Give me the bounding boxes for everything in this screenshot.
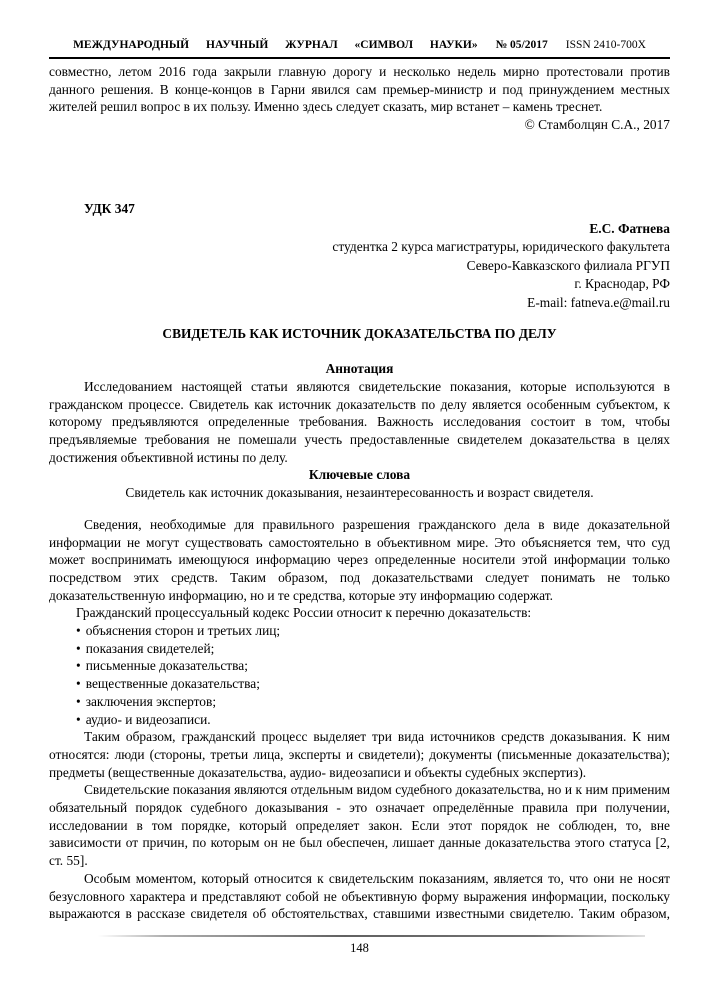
issn-label: ISSN 2410-700X	[565, 39, 646, 51]
list-item	[76, 657, 670, 675]
author-name: Е.С. Фатнева	[589, 220, 670, 236]
bullet-icon: •	[76, 711, 81, 727]
list-item-text: заключения экспертов;	[85, 693, 217, 709]
list-item-text: объяснения сторон и третьих лиц;	[85, 623, 281, 639]
journal-header	[49, 38, 670, 59]
bullet-icon: •	[76, 658, 81, 674]
list-item-text: письменные доказательства;	[85, 658, 248, 674]
udk-label: УДК 347	[84, 200, 135, 216]
copyright-line: © Стамболцян С.А., 2017	[524, 117, 670, 133]
list-item-text: показания свидетелей;	[85, 640, 215, 656]
bullet-icon: •	[76, 640, 81, 656]
author-location-line: г. Краснодар, РФ	[574, 276, 670, 292]
author-email-line: E-mail: fatneva.e@mail.ru	[527, 294, 670, 310]
bullet-icon: •	[76, 623, 81, 639]
list-item	[76, 693, 670, 711]
list-item	[76, 675, 670, 693]
list-item-text: вещественные доказательства;	[85, 676, 260, 692]
list-item	[76, 711, 670, 729]
keywords-text: Свидетель как источник доказывания, незаинтересованность и возраст свидетеля.	[125, 485, 594, 501]
article-title: СВИДЕТЕЛЬ КАК ИСТОЧНИК ДОКАЗАТЕЛЬСТВА ПО ДЕЛУ	[162, 326, 557, 342]
keywords-heading: Ключевые слова	[308, 467, 411, 483]
list-item	[76, 622, 670, 640]
annotation-heading: Аннотация	[325, 361, 394, 377]
paragraph-sources: Таким образом, гражданский процесс выделяет три вида источников средств доказывания. К ним относятся: люди (стороны, третьи лица, эксперты и свидетели); документы (письменные доказательства); предметы (вещественные доказательства, аудио- видеозаписи и объекты судебных экспертиз).	[49, 729, 670, 780]
evidence-list	[49, 622, 670, 728]
annotation-text: Исследованием настоящей статьи являются свидетельские показания, которые используются в гражданском процессе. Свидетель как источник доказательств по делу является особенным субъектом, к которому предъявляются определенные требования. Важность исследования состоит в том, чтобы предъявляемые требования не помешали учесть предоставленные свидетелем доказательства в целях достижения объективной истины по делу.	[49, 378, 670, 465]
author-affiliation-line: студентка 2 курса магистратуры, юридического факультета	[332, 239, 670, 255]
bullet-icon: •	[76, 676, 81, 692]
paragraph-evidence-intro: Сведения, необходимые для правильного разрешения гражданского дела в виде доказательной информации не могут существовать самостоятельно в объективном мире. Это объясняется тем, что суд может воспринимать имеющуюся информацию через определенные носители этой информации только посредством этих средств. Таким образом, под доказательствами следует понимать не только доказательственную информацию, но и те средства, которые эту информацию содержат.	[49, 516, 670, 603]
paragraph-order: Свидетельские показания являются отдельным видом судебного доказательства, но и к ним применим обязательный порядок судебного доказывания - это означает определённые правила при получении, исследовании в том порядке, который определяет закон. Если этот порядок не соблюден, то, вне зависимости от причин, по которым он не был обеспечен, лишает данные доказательства этого статуса [2, ст. 55].	[49, 782, 670, 869]
author-affiliation-line: Северо-Кавказского филиала РГУП	[466, 257, 670, 273]
paragraph-special: Особым моментом, который относится к свидетельским показаниям, является то, что они не носят безусловного характера и представляют собой не объективную форму выражения информации, поскольку выражаются в рассказе свидетеля об обстоятельствах, ставшими известными свидетелю. Таким образом,	[49, 870, 670, 922]
list-item	[76, 640, 670, 658]
journal-title: МЕЖДУНАРОДНЫЙ НАУЧНЫЙ ЖУРНАЛ «СИМВОЛ НАУКИ»	[73, 39, 478, 51]
page-number: 148	[350, 940, 369, 955]
author-block	[49, 220, 670, 313]
list-intro: Гражданский процессуальный кодекс России относит к перечню доказательств:	[76, 605, 532, 621]
footer-rule	[98, 935, 645, 937]
list-item-text: аудио- и видеозаписи.	[85, 711, 211, 727]
bullet-icon: •	[76, 693, 81, 709]
prev-article-text: совместно, летом 2016 года закрыли главную дорогу и несколько недель мирно протестовали против данного решения. В конце-концов в Гарни явился сам премьер-министр и под принуждением местных жителей решил вопрос в их пользу. Именно здесь следует сказать, мир встанет – камень треснет.	[49, 64, 670, 115]
issue-number: № 05/2017	[495, 39, 548, 51]
